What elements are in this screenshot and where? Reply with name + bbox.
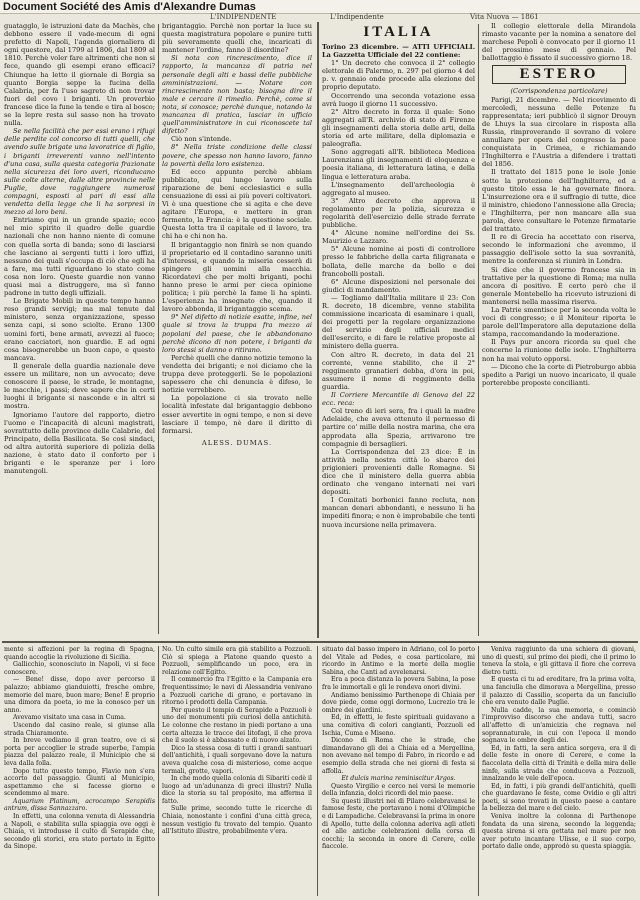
col1-para: Ignoriamo l'autore del rapporto, dietro l'uomo e l'incapacità di alcuni magistrati, sovrattutto delle province delle Calabrie, del Principato, della Basilicata. Se così sindaci, od altra autorità superiore di polizia della nazione, è stato dato il conforto per i briganti e le speranze per i loro manutengoli. [4, 410, 155, 476]
col3-para: Sono aggregati all'R. biblioteca Medicea Laurenziana gli insegnamenti di eloquenza e poesia italiana, di letteratura latina, e della lingua e letteratura araba. [322, 148, 475, 181]
col2-para: La popolazione ci sia trovato nelle località infestate dal brigantaggio debbono esser avvertite in ogni tempo, e non si deve lasciare il tempo, nè dare il diritto di formarsi. [162, 394, 312, 435]
col3-para: Occorrendo una seconda votazione essa avrà luogo il giorno 11 successivo. [322, 91, 475, 108]
feuilleton-para: Dico la stessa cosa di tutti i grandi santuari dell'antichità, i quali sorgevano dove la natura aveva qualche cosa di misterioso, come acque termali, grotte, vapori. [162, 744, 312, 775]
col3-para: Torino 23 dicembre. — ATTI UFFICIALI. La Gazzetta Ufficiale del 22 contiene: [322, 43, 475, 60]
col4-para: Si dice che il governo francese sia in trattative per la questione di Roma; ma nulla ancora di positivo. È certo però che il generale Montebello ha ricevuto istruzioni di mantenersi nella massima riserva. [482, 265, 636, 306]
feuilleton-rule [2, 641, 638, 643]
feuilleton-para: Avevamo visitato una casa in Cuma. [13, 714, 126, 722]
feuilleton-para: E questa ci tu ad ereditare, fra la prima volta, una fanciulla che dimorava a Mergellina, presso il palazzo di Cassilio, scoperta da un fanciullo che era venuto dalle Puglie. [482, 676, 636, 707]
feuilleton-column-3 [322, 646, 475, 898]
col2-para: brigantaggio. Perchè non portar la luce su questa magistratura popolare e punire tutti più severamente quelli che, incaricati di mantener l'ordine, fanno il disordine? [162, 22, 312, 55]
feuilleton-column-1 [4, 646, 155, 898]
feuilleton-para: Nulla cadde, la sua memoria, e cominciò l'improvviso discorso che andava tutti, sacro all'affetto di un'amicizia che regnava nel soprannaturale, in cui con l'epoca il mondo sognava le ombre degli dei. [482, 706, 636, 745]
feuilleton-para: Aquarium Platinum, acrocampo Serapidis antrum, dissa Sannazzaro. [4, 797, 155, 813]
masthead-mid: L'Indipendente [330, 13, 384, 21]
column-3 [322, 22, 475, 638]
col3-para: 5° Alcune nomine ai posti di controllore presso le fabbriche della carta filigranata e bollata, delle marche da bollo e dei francobolli postali. [322, 245, 475, 278]
col1-para: Se nella facilità che per essi erano i rifugi delle perdite col concorso di tutti quelli, che avendo sulle brigate una lavoratrice di figlio, i briganti irreverenti vanno nell'intento d'una casa, sulla questa categoria frazionate nella sicurezza dei loro averi, riconducano sulle colte alterne, dalle altre provincie nelle Puglie, dove raggiungere numerosi compagni, esposti al pari di essi alla vendetta della legge che li ha sorpresi in mezzo ai loro beni. [4, 127, 155, 217]
feuilleton-para: No. Un culto simile era già stabilito a Pozzuoli. Ciò si spiega a Platone quando questo a Pozzuoli, semplificando un poco, era in relazione coll'Egitto. [162, 646, 312, 676]
feuilleton-para: In che modo quella colonia di Sibariti cedè il luogo ad un'adunanza di greci illustri? Nulla dice la storia su tal proposito, ma afferma il fatto. [162, 775, 312, 805]
col4-para: — Dicono che la corte di Pietroburgo abbia spedito a Parigi un nuovo incaricato, il quale porterebbe proposte concilianti. [482, 362, 636, 387]
column-1 [4, 22, 155, 638]
col3-para: L'insegnamento dell'archeologia è aggregato al museo. [322, 180, 475, 197]
feuilleton-para: Veniva inoltre la colonna di Parthenope fondata da una sirena, secondo la leggenda; questa sirena si era gettata nel mare per non aver potuto incantare Ulisse, e il suo corpo, portato dalle onde, approdò su questa spiaggia. [482, 813, 636, 851]
feuilleton-para: Questo Virgilio e cerco nei versi le memorie della infanzia, dolci ricordi del mio paese. [322, 782, 475, 798]
feuilleton-para: situato dal basso impero in Adriano, col Io porto del Vitale ad Pedes, e cosa particolare, mi ricordo in Antimo e la morte della moglie Sabina, che Canti ad avvelenarsi. [322, 646, 475, 676]
feuilleton-verse: Et dulcis marina reminiscitur Argos. [341, 775, 456, 783]
watermark-banner: Document Société des Amis d'Alexandre Dumas [0, 0, 640, 14]
col4-para: La Patrie smentisce per la seconda volta le voci di congresso; e il Moniteur riporta le parole dell'Imperatore alla deputazione della stampa, raccomandando la moderazione. [482, 306, 636, 339]
feuilleton-column-2 [162, 646, 312, 898]
feuilleton-para: Ed, in effetti, le feste spirituali guidavano a una comitiva di colori cangianti, Pozzuoli ed Ischia, Cuma e Miseno. [322, 714, 475, 737]
feuilleton-para: — Bene! disse, dopo aver percorso il palazzo; abbiamo gianduiotti, fresche ombre, memorie del mare, buon mare; Bene! È proprio una dimora da poeta, io me la conosco per un anno. [4, 676, 155, 714]
feuilleton-para: Veniva raggiunto da una schiera di giovani, uno di questi, sul primo dei piedi, che il primo lo teneva la stola, e gli gittava il fiore che correva dietro tutti. [482, 646, 636, 676]
feuilleton-para: Ed, in fatti, i più grandi dell'antichità, quelli che guardavano le feste, come Ovidio e gli altri poeti, si sono trovati in questo paese a cantare la bellezza del mare e del cielo. [482, 782, 636, 813]
column-2 [162, 22, 312, 638]
col2-para: 8° Nella triste condizione delle classi povere, che spesso non hanno lavoro, fanno la povertà della loro esistenza. [162, 143, 312, 168]
col3-para: 4° Alcune nomine nell'ordine dei Ss. Maurizio e Lazzaro. [322, 229, 475, 246]
col3-para: Col treno di ieri sera, fra i quali la madre Adelaide, che aveva ottenuto il permesso di partire co' mille della nostra marina, che era approdata alla Spezia, arrivarono tre compagnie di bersaglieri. [322, 407, 475, 448]
column-rule [158, 24, 159, 634]
feuilleton-para: In breve vediamo il gran teatro, ove ci si porta per accoglier le strade superbe, l'ampia piazza del palazzo reale, il Municipio che si leva dalla folla. [4, 737, 155, 767]
feuilleton-column-4 [482, 646, 636, 898]
feuilleton-para: Gallicchio, sconosciuto in Napoli, vi si fece conoscere. [4, 661, 155, 676]
col3-para: Con altro R. decreto, in data del 21 corrente, venne stabilito, che il 2° reggimento granatieri debba, d'ora in poi, assumere il nome di reggimento della guardia. [322, 350, 475, 391]
col1-para: guatagglo, le istruzioni date da Machès, che debbono essere il vade-mecum di ogni prefetto di Napoli, l'agenda giornaliera di ogni questore, dal 1799 al 1806, dal 1809 al 1810. Perchè voler fare altrimenti che non si fece, quando gli esempi erano efficaci? Chiunque ha letto il giornale di Borgia sa quanto Borgia seppe la fucina della Calabria, per fa l'uso sagreto di non trovar fuori del covo i briganti. Un proverbio francese dice la fune la tende e tira al bosco; se la lepre resta sul sasso non ha trovato nulla. [4, 22, 155, 128]
feuilleton-para: Era a poca distanza la povera Sabina, la pose fra le immortali e gli le rendeva onori divini. [322, 676, 475, 691]
col2-para: Ciò non s'intende. [171, 135, 232, 144]
col4-para: Il collegio elettorale della Mirandola rimasto vacante per la nomina a senatore del marchese Pepoli è convocato per il giorno 11 del prossimo mese di gennaio. Pel ballottaggio è fissato il successivo giorno 18. [482, 22, 636, 63]
col3-para: 6° Alcune disposizioni nel personale dei giudici di mandamento. [322, 277, 475, 294]
author-signature: ALESS. DUMAS. [201, 438, 273, 447]
feuilleton-para: Sulle prime, secondo tutte le ricerche di Chiaia, nonostante i confini d'una città greca, nessun vestigio fu trovato del tempio. Quanto all'Istituto illustre, probabilmente v'era. [162, 805, 312, 836]
col1-para: Il generale della guardia nazionale deve essere un militare, non un avvocato; deve conoscere il paese, le strade, le montagne, le macchie, i passi; deve sapere che in certi luoghi il brigante si nasconde e in altri si mostra. [4, 361, 155, 411]
column-rule [478, 646, 479, 896]
col3-para: La Corrispondenza del 23 dice: È in attività nella nostra città lo sbarco dei prigionieri provenienti dalle Romagne. Si dice che il ministero della guerra abbia ordinato che vengano internati nei vari depositi. [322, 447, 475, 497]
masthead-left: L'INDIPENDENTE [210, 13, 277, 21]
col4-para: Parigi, 21 dicembre. — Nel ricevimento di mercoledì, nessuna delle Potenze fu rappresentata; ieri pubblicò il signor Drouyn de Lhuys la sua circolare in risposta alla Russia, rimproverando il sovrano di volere annullare per opera del congresso la pace conquistata in Crimea, e richiamando l'Inghilterra e l'Austria a difendere i trattati del 1856. [482, 95, 636, 169]
col2-para: 9° Nel difetto di notizie esatte, infine, nel quale si trova la truppa fra mezzo ai popolani del paese, che le abbandonano perchè dicono di non potere, i briganti da loro stessi si danno o ritirano. [162, 313, 312, 354]
col4-para: Il trattato del 1815 pone le isole Jonie sotto la protezione dell'Inghilterra, ed a questo titolo essa le ha governate finora. L'insurrezione ora e il suffragio di tutte, dice il ministro, chiedono l'annessione alla Grecia; e l'Inghilterra, per non mancare alla sua parola, deve consultare le Potenze firmatarie del trattato. [482, 168, 636, 234]
masthead-strip [0, 13, 640, 22]
feuilleton-para: Il commercio fra l'Egitto e la Campania era frequentissimo; le navi di Alessandria venivano a Pozzuoli cariche di grano, e portavano in ritorno i prodotti della Campania. [162, 676, 312, 707]
col1-para: Le Brigate Mobili in questo tempo hanno reso grandi servigi; ma mal tenute dal ministero, senza organizzazione, spesso senza capi, si sono sciolte. Erano 1300 uomini forti, bene armati, avvezzi al fuoco; erano cacciatori, non guardie. E ad ogni cosa bisognerebbe un buon capo, e questo mancava. [4, 297, 155, 362]
column-rule [478, 24, 479, 636]
col3-para: Il Corriere Mercantile di Genova del 22 ecc. reca: [322, 391, 475, 408]
feuilleton-para: Su questi illustri nei di Pilaro celebravansi le famose feste, che portavano i nomi d'Olimpiche e di Lampadiche. Celebravansi la prima in onore di Apollo, tutte della colonna aderiva agli atleti ed alle antiche celebrazioni della corsa di cocchi; la seconda in onore di Cerere, colle fiaccole. [322, 797, 475, 851]
column-rule-double [317, 22, 319, 638]
col3-para: 1° Un decreto che convoca il 2° collegio elettorale di Palermo, n. 297 pel giorno 4 del p. v. gennaio onde procede alla elezione del proprio deputato. [322, 59, 475, 92]
feuilleton-para: In effetti, una colonna venuta di Alessandria a Napoli, e stabilita sulla spiaggia ove oggi è Chiaia, vi introdusse il culto di Serapide che, secondo gli storici, era stato portato in Egitto da Sinope. [4, 813, 155, 851]
feuilleton-para: Ed, in fatti, la sera antica sorgeva, era il di delle feste in onore di Cerere, e come la fiaccolata della città di Trinità e della mira delle ninfe, sulla strada che conduceva a Pozzuoli, innalzando le vele dell'epoca. [482, 744, 636, 783]
column-4 [482, 22, 636, 638]
col2-para: Ed ecco appunto perchè abbiam pubblicato, qui lungo lavoro sulla riparazione de beni ecclesiastici e sulla censuazione di essi ai più poveri coltivatori. Vi è una questione che si agita e che deve agitare l'Europa, e mettere in gran fermento, la Francia: è la questione sociale. Questa lotta tra il capitale ed il lavoro, tra chi ha e chi non ha. [162, 167, 312, 241]
section-subtitle: (Corrispondenza particolare) [510, 87, 608, 96]
section-title-estero: ESTERO [492, 65, 626, 84]
col2-para: Si nota con rincrescimento, dice il rapporto, la mancanza di patria nel personale degli alti e bassi delle pubbliche amministrazioni. — Notare con rincrescimento non basta; bisogna dire il male e cercare il rimedio. Perchè, come si nota, si conosce; perchè dunque, notando la mancanza di pratica, lasciar in ufficio quell'amministratore in cui riconoscete tal difetto? [162, 54, 312, 136]
column-rule [158, 646, 159, 896]
feuilleton-para: Uscendo dal casino reale, si giunse alla strada Chiaramonte. [4, 721, 155, 737]
col1-para: Entriamo qui in un grande spazio; ecco nel mio spirito il quadro delle guardie nazionali che non hanno niente di comune con quella sorta di banda; sono di lasciarsi che lasciano ai sergenti tutti i loro uffizi, nessuno dei quali s'occupa di ciò che egli ha a fare, ma tutti riguardano lo stato come cosa non loro. Queste guardie non vanno quasi mai a distruggere, ma sì fanno padrone in tutto degli uffiziali. [4, 216, 155, 298]
col3-para: 2° Altro decreto in forza il quale: Sono aggregati all'R. archivio di stato di Firenze gli insegnamenti della storia delle arti, della storia ed arte militare, della diplomazia e paleografia. [322, 107, 475, 149]
col3-para: 3° Altro decreto che approva il regolamento per la polizia, sicurezza e regolarità dell'esercizio delle strade ferrate pubbliche. [322, 196, 475, 230]
feuilleton-para: Per questo il tempio di Serapide a Pozzuoli è uno dei monumenti più curiosi della antichità. Le colonne che restano in piedi portano a una certa altezza le tracce dei litofagi, il che prova che il suolo si è abbassato e di nuovo alzato. [162, 706, 312, 745]
col3-para: — Togliamo dall'Italia militare il 23: Con R. decreto, 18 dicembre, venne stabilita commissione incaricata di esaminare i quali, dei progetti per la regolare organizzazione del servizio degli ufficiali medici dell'esercito, e di fare le relative proposte al ministero della guerra. [322, 293, 475, 351]
masthead-right: Vita Nuova — 1861 [470, 13, 539, 21]
col4-para: Il Pays pur ancora ricorda su quel che concerne la riunione delle isole. L'Inghilterra non ha mai voluto opporsi. [482, 338, 636, 363]
feuilleton-para: mente si affezioni per la regina di Spagna, quando accoglie la rivoluzione di Sicilia. [4, 646, 155, 661]
column-rule [317, 646, 318, 896]
col3-para: I Comitati borbonici fanno recluta, non mancan denari abbondanti, e nessuno li ha impediti finora; e non è improbabile che tenti nuova incursione nella primavera. [322, 496, 475, 529]
col2-para: Il brigantaggio non finirà se non quando il proprietario ed il contadino saranno uniti d'interessi, e quando la miseria cesserà di spingere gli uomini alla macchia. Ricordatevi che per molti briganti, pochi hanno preso le armi per cieca opinione politica; i più perchè la fame li ha spinti. L'esperienza ha insegnato che, quando il lavoro abbonda, il brigantaggio scema. [162, 240, 312, 314]
col4-para: Il re di Grecia ha accettato con riserva, secondo le informazioni che avemmo, il passaggio dell'isole sotto la sua sovranità, mentre la conferenza si riunirà in Londra. [482, 233, 636, 266]
col2-para: Perchè quelli che danno notizie temono la vendetta dei briganti; e noi diciamo che la truppa deve proteggerli. Se le popolazioni sapessero che chi denuncia è difeso, le notizie verrebbero. [162, 353, 312, 395]
feuilleton-para: Andiamo benissimo Parthenope di Chiaia per dove piede, come oggi dormono, Lucrezio tra le ombre dei giardini. [322, 691, 475, 714]
feuilleton-para: Dopo tutto questo tempo, Flavio non s'era accorto del passaggio. Giunti al Municipio, aspettammo che si facesse giorno e scendemmo al mare. [4, 767, 155, 798]
section-title-italia: ITALIA [363, 24, 434, 40]
feuilleton-para: Dicono di Roma che le strade, che dimandavano gli dei a Chiaia ed a Mergellina, non avevano nel tempo di Fabro, in ricordo e ad esempio della strada che nei giorni di festa si affolla. [322, 737, 475, 775]
